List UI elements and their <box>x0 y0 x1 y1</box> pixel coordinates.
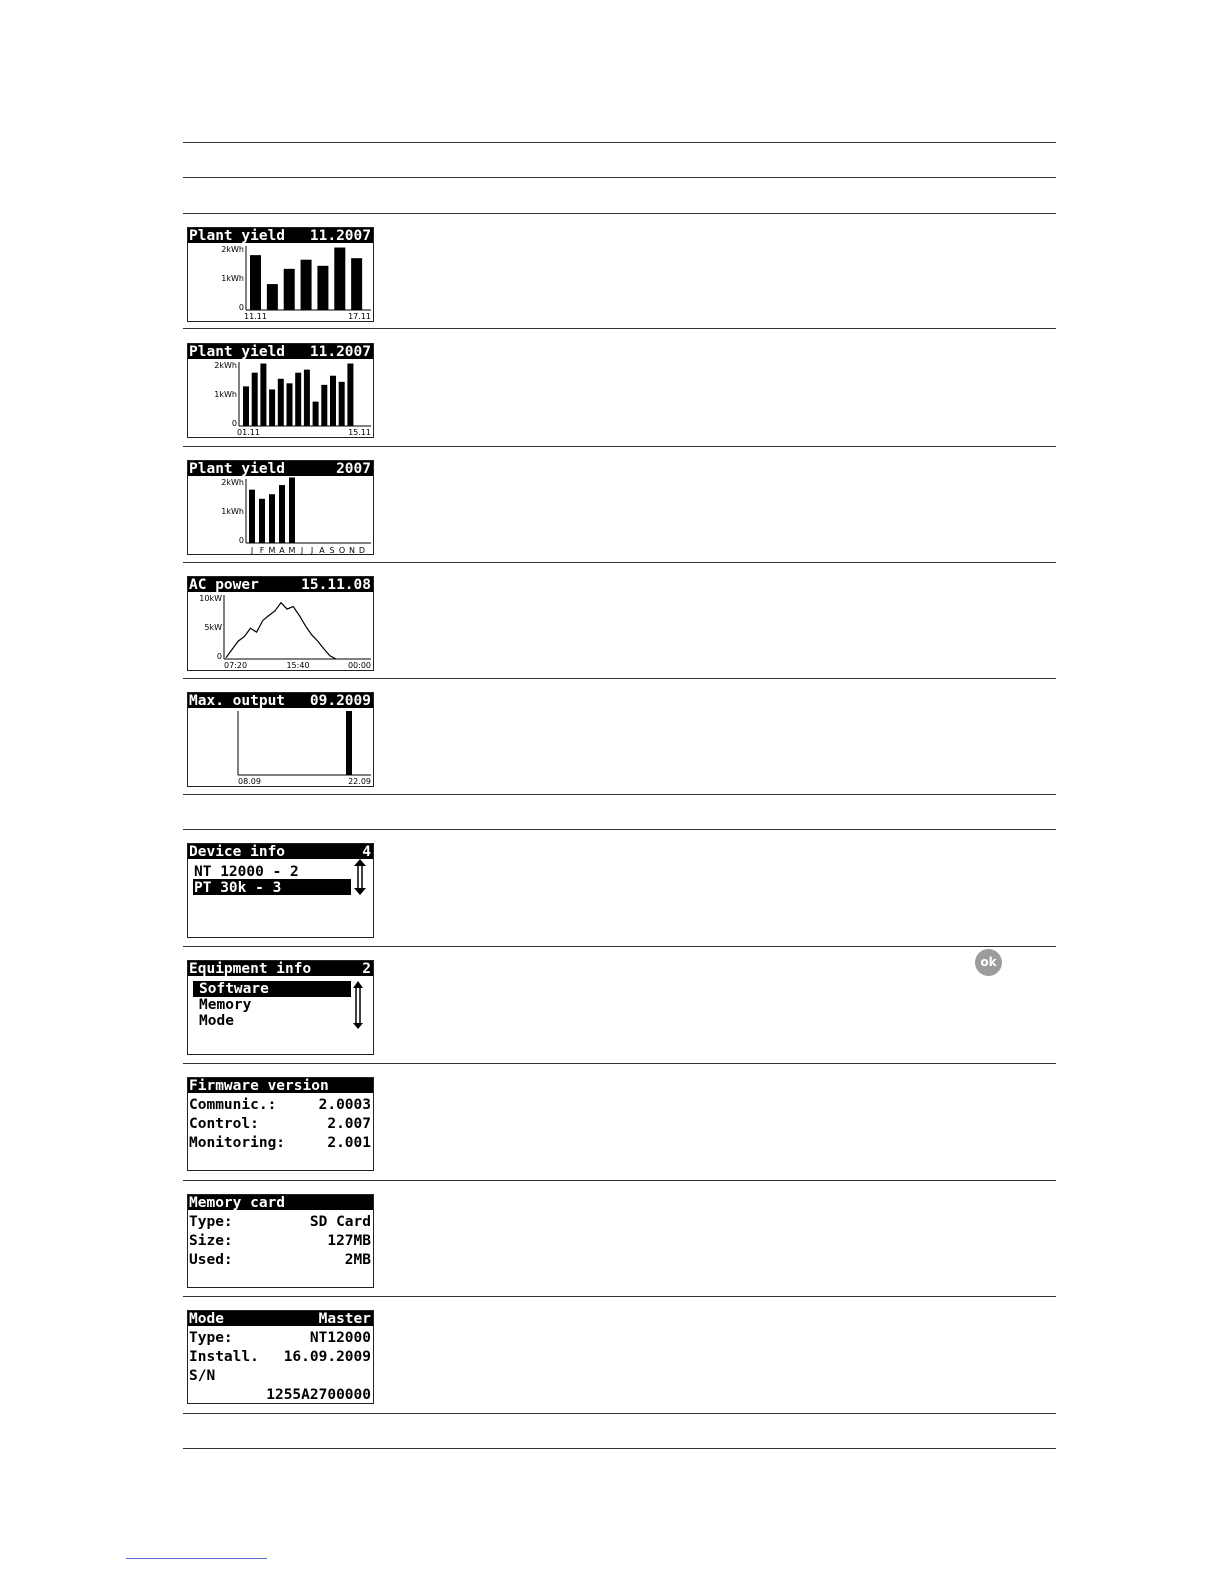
bar <box>260 364 266 426</box>
y-tick: 0 <box>238 303 244 312</box>
ac-power-screen <box>187 576 374 671</box>
bar <box>313 402 319 426</box>
rule <box>183 1180 1056 1181</box>
x-tick: J <box>300 546 304 554</box>
x-tick: 15:40 <box>286 661 310 670</box>
memory-card-screen <box>187 1194 374 1288</box>
row-value: 2.001 <box>327 1135 371 1151</box>
rule <box>183 1296 1056 1297</box>
row-label: Monitoring: <box>189 1135 286 1151</box>
bar <box>243 386 249 426</box>
list-item[interactable]: Mode <box>199 1013 234 1029</box>
x-tick: O <box>338 546 346 554</box>
mode-display <box>188 1311 373 1403</box>
row-value: 2MB <box>344 1252 371 1268</box>
rule <box>183 562 1056 563</box>
x-tick: 08.09 <box>238 777 261 786</box>
row-label: Install. <box>189 1349 259 1365</box>
x-tick: 11.11 <box>244 312 267 321</box>
row-label: Control: <box>189 1116 259 1132</box>
x-tick: D <box>358 546 366 554</box>
scroll-arrow-icon[interactable] <box>354 859 366 895</box>
serial-number: 1255A2700000 <box>266 1387 371 1403</box>
y-tick: 1kWh <box>221 274 244 283</box>
screen-date: 09.2009 <box>309 693 371 709</box>
y-tick: 1kWh <box>221 507 244 516</box>
rule <box>183 678 1056 679</box>
max-output-chart <box>188 693 373 786</box>
row-value: SD Card <box>309 1214 371 1230</box>
screen-title: Plant yield <box>189 344 286 360</box>
x-tick: F <box>259 546 265 554</box>
x-tick: 00:00 <box>347 661 371 670</box>
y-tick: 1kWh <box>214 390 237 399</box>
row-label: Type: <box>189 1330 233 1346</box>
row-label: Type: <box>189 1214 233 1230</box>
scroll-arrow-icon[interactable] <box>353 981 363 1029</box>
x-tick: S <box>329 546 335 554</box>
row-value: NT12000 <box>309 1330 371 1346</box>
list-item[interactable]: NT 12000 - 2 <box>194 864 299 880</box>
bar <box>304 370 310 426</box>
footer-link-underline <box>126 1558 267 1559</box>
bar <box>269 494 275 543</box>
x-tick: 01.11 <box>237 428 260 437</box>
rule <box>183 177 1056 178</box>
y-tick: 0 <box>216 652 222 661</box>
screen-date: 2007 <box>336 461 371 477</box>
bar <box>321 385 327 426</box>
bar <box>279 485 285 543</box>
bar <box>267 284 278 310</box>
plant-yield-week-screen <box>187 227 374 322</box>
list-item-selected[interactable]: Software <box>199 981 269 997</box>
row-label: Used: <box>189 1252 233 1268</box>
bar <box>250 255 261 310</box>
y-tick: 2kWh <box>221 478 244 487</box>
screen-title: Device info <box>189 844 286 860</box>
max-output-screen <box>187 692 374 787</box>
list-item[interactable]: Memory <box>199 997 252 1013</box>
rule <box>183 142 1056 143</box>
x-tick: A <box>279 546 285 554</box>
rule <box>183 829 1056 830</box>
y-tick: 2kWh <box>214 361 237 370</box>
screen-title: Memory card <box>189 1195 286 1211</box>
bar <box>278 379 284 426</box>
mode-value: Master <box>318 1311 371 1327</box>
plant-yield-year-chart <box>188 461 373 554</box>
rule <box>183 1063 1056 1064</box>
x-tick: A <box>319 546 325 554</box>
screen-date: 11.2007 <box>309 228 371 244</box>
screen-title: Firmware version <box>189 1078 329 1094</box>
y-tick: 0 <box>231 419 237 428</box>
y-tick: 10kW <box>199 594 222 603</box>
screen-title: Max. output <box>189 693 286 709</box>
device-info-display <box>188 844 373 937</box>
bar <box>346 711 352 775</box>
bar <box>249 490 255 543</box>
firmware-version-display <box>188 1078 373 1170</box>
rule <box>183 1413 1056 1414</box>
bar <box>287 383 293 426</box>
row-value: 127MB <box>327 1233 371 1249</box>
rule <box>183 446 1056 447</box>
ac-power-chart <box>188 577 373 670</box>
screen-count: 4 <box>362 844 371 860</box>
row-value: 16.09.2009 <box>283 1349 371 1365</box>
bar <box>252 373 258 426</box>
x-tick: M <box>268 546 276 554</box>
memory-card-display <box>188 1195 373 1287</box>
rule <box>183 946 1056 947</box>
plant-yield-half-month-chart <box>188 344 373 437</box>
bar <box>339 382 345 426</box>
y-tick: 0 <box>238 536 244 545</box>
rule <box>183 328 1056 329</box>
rule <box>183 213 1056 214</box>
x-tick: J <box>250 546 254 554</box>
screen-title: Equipment info <box>189 961 312 977</box>
bar <box>301 260 312 310</box>
rule <box>183 794 1056 795</box>
row-value: 2.0003 <box>318 1097 371 1113</box>
x-tick: M <box>288 546 296 554</box>
screen-title: Plant yield <box>189 228 286 244</box>
x-tick: N <box>349 546 355 554</box>
bar <box>334 248 345 310</box>
bar <box>289 477 295 543</box>
month-ticks <box>250 546 365 554</box>
x-tick: 07:20 <box>224 661 248 670</box>
x-tick: 17.11 <box>348 312 371 321</box>
screen-count: 2 <box>362 961 371 977</box>
row-label: Communic.: <box>189 1097 277 1113</box>
x-tick: J <box>310 546 314 554</box>
ok-button-icon: ok <box>975 949 1002 976</box>
bar <box>317 266 328 310</box>
rule <box>183 1448 1056 1449</box>
bar <box>269 389 275 426</box>
y-tick: 5kW <box>204 623 222 632</box>
device-info-screen <box>187 843 374 938</box>
plant-yield-year-screen <box>187 460 374 555</box>
bar <box>259 499 265 543</box>
bar <box>330 376 336 426</box>
bar <box>351 258 362 310</box>
list-item-selected[interactable]: PT 30k - 3 <box>194 880 282 896</box>
equipment-info-display <box>188 961 373 1054</box>
plant-yield-week-chart <box>188 228 373 321</box>
mode-screen <box>187 1310 374 1404</box>
row-value: 2.007 <box>327 1116 371 1132</box>
screen-date: 11.2007 <box>309 344 371 360</box>
screen-date: 15.11.08 <box>301 577 371 593</box>
bar <box>347 364 353 426</box>
screen-title: AC power <box>189 577 259 593</box>
bar <box>295 373 301 426</box>
bar <box>284 269 295 310</box>
screen-title: Plant yield <box>189 461 286 477</box>
y-tick: 2kWh <box>221 245 244 254</box>
x-tick: 15.11 <box>348 428 371 437</box>
plant-yield-half-month-screen <box>187 343 374 438</box>
equipment-info-screen <box>187 960 374 1055</box>
firmware-version-screen <box>187 1077 374 1171</box>
x-tick: 22.09 <box>348 777 371 786</box>
row-label: Size: <box>189 1233 233 1249</box>
ac-power-line <box>226 603 336 659</box>
screen-title: Mode <box>189 1311 224 1327</box>
row-label: S/N <box>189 1368 216 1384</box>
